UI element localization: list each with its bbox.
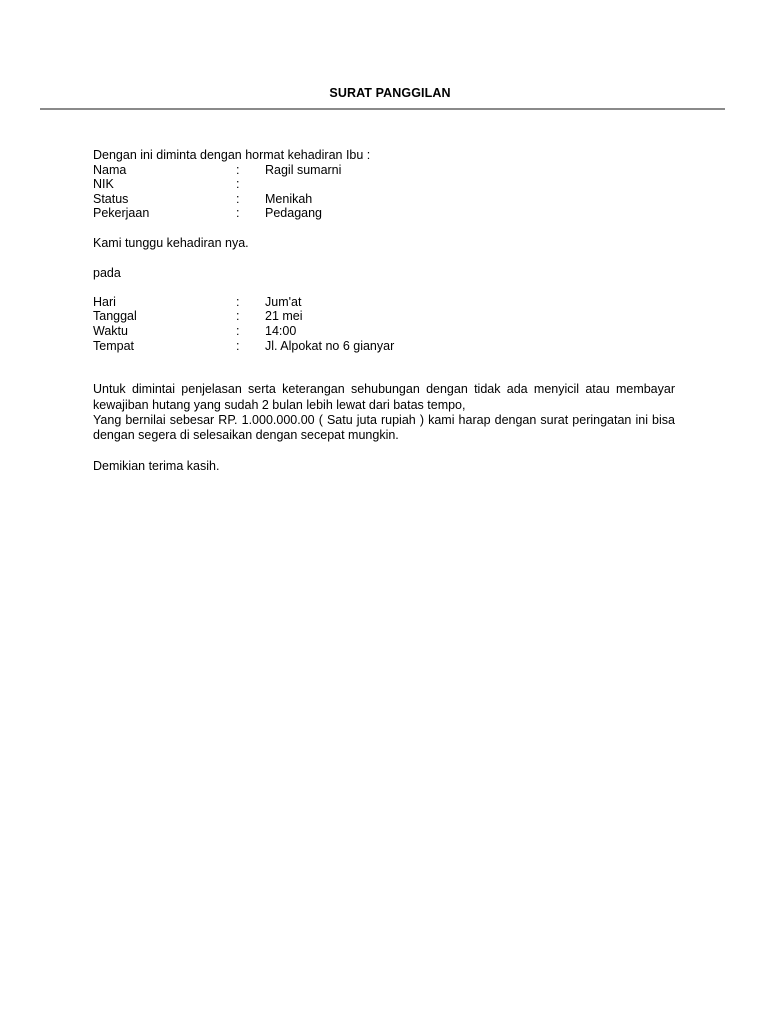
recipient-row-nik bbox=[93, 177, 675, 192]
field-value: 21 mei bbox=[265, 309, 303, 324]
field-label: Waktu bbox=[93, 324, 128, 339]
paragraph-amount: Yang bernilai sebesar RP. 1.000.000.00 ( Satu juta rupiah ) kami harap dengan surat peringatan ini bisa dengan segera di selesaikan dengan secepat mungkin. bbox=[93, 413, 675, 443]
schedule-row-tanggal bbox=[93, 309, 675, 324]
field-separator: : bbox=[236, 162, 240, 177]
field-separator: : bbox=[236, 324, 240, 339]
schedule-row-hari bbox=[93, 295, 675, 310]
field-value: Menikah bbox=[265, 191, 313, 206]
paragraph-reason: Untuk dimintai penjelasan serta keterangan sehubungan dengan tidak ada menyicil atau membayar kewajiban hutang yang sudah 2 bulan lebih lewat dari batas tempo, bbox=[93, 382, 675, 412]
waiting-text: Kami tunggu kehadiran nya. bbox=[93, 235, 249, 250]
schedule-details bbox=[93, 295, 675, 353]
field-value: Pedagang bbox=[265, 206, 323, 221]
field-separator: : bbox=[236, 338, 240, 353]
document-title: SURAT PANGGILAN bbox=[329, 86, 451, 100]
field-label: Pekerjaan bbox=[93, 206, 150, 221]
field-label: Tempat bbox=[93, 338, 134, 353]
field-separator: : bbox=[236, 309, 240, 324]
recipient-row-status bbox=[93, 192, 675, 207]
on-text: pada bbox=[93, 265, 121, 280]
field-label: Tanggal bbox=[93, 309, 137, 324]
title-divider bbox=[40, 108, 725, 110]
schedule-row-waktu bbox=[93, 324, 675, 339]
field-separator: : bbox=[236, 206, 240, 221]
field-value: 14:00 bbox=[265, 324, 297, 339]
field-label: NIK bbox=[93, 177, 114, 192]
field-separator: : bbox=[236, 177, 240, 192]
field-separator: : bbox=[236, 191, 240, 206]
closing-text: Demikian terima kasih. bbox=[93, 459, 220, 474]
intro-text: Dengan ini diminta dengan hormat kehadiran Ibu : bbox=[93, 148, 371, 162]
field-label: Status bbox=[93, 191, 129, 206]
field-value: Ragil sumarni bbox=[265, 162, 342, 177]
field-value: Jl. Alpokat no 6 gianyar bbox=[265, 338, 395, 353]
field-label: Hari bbox=[93, 294, 116, 309]
letter-body bbox=[93, 148, 675, 474]
recipient-details bbox=[93, 163, 675, 221]
schedule-row-tempat bbox=[93, 339, 675, 354]
field-separator: : bbox=[236, 294, 240, 309]
recipient-row-nama bbox=[93, 163, 675, 178]
field-label: Nama bbox=[93, 162, 127, 177]
recipient-row-pekerjaan bbox=[93, 206, 675, 221]
field-value: Jum'at bbox=[265, 294, 302, 309]
